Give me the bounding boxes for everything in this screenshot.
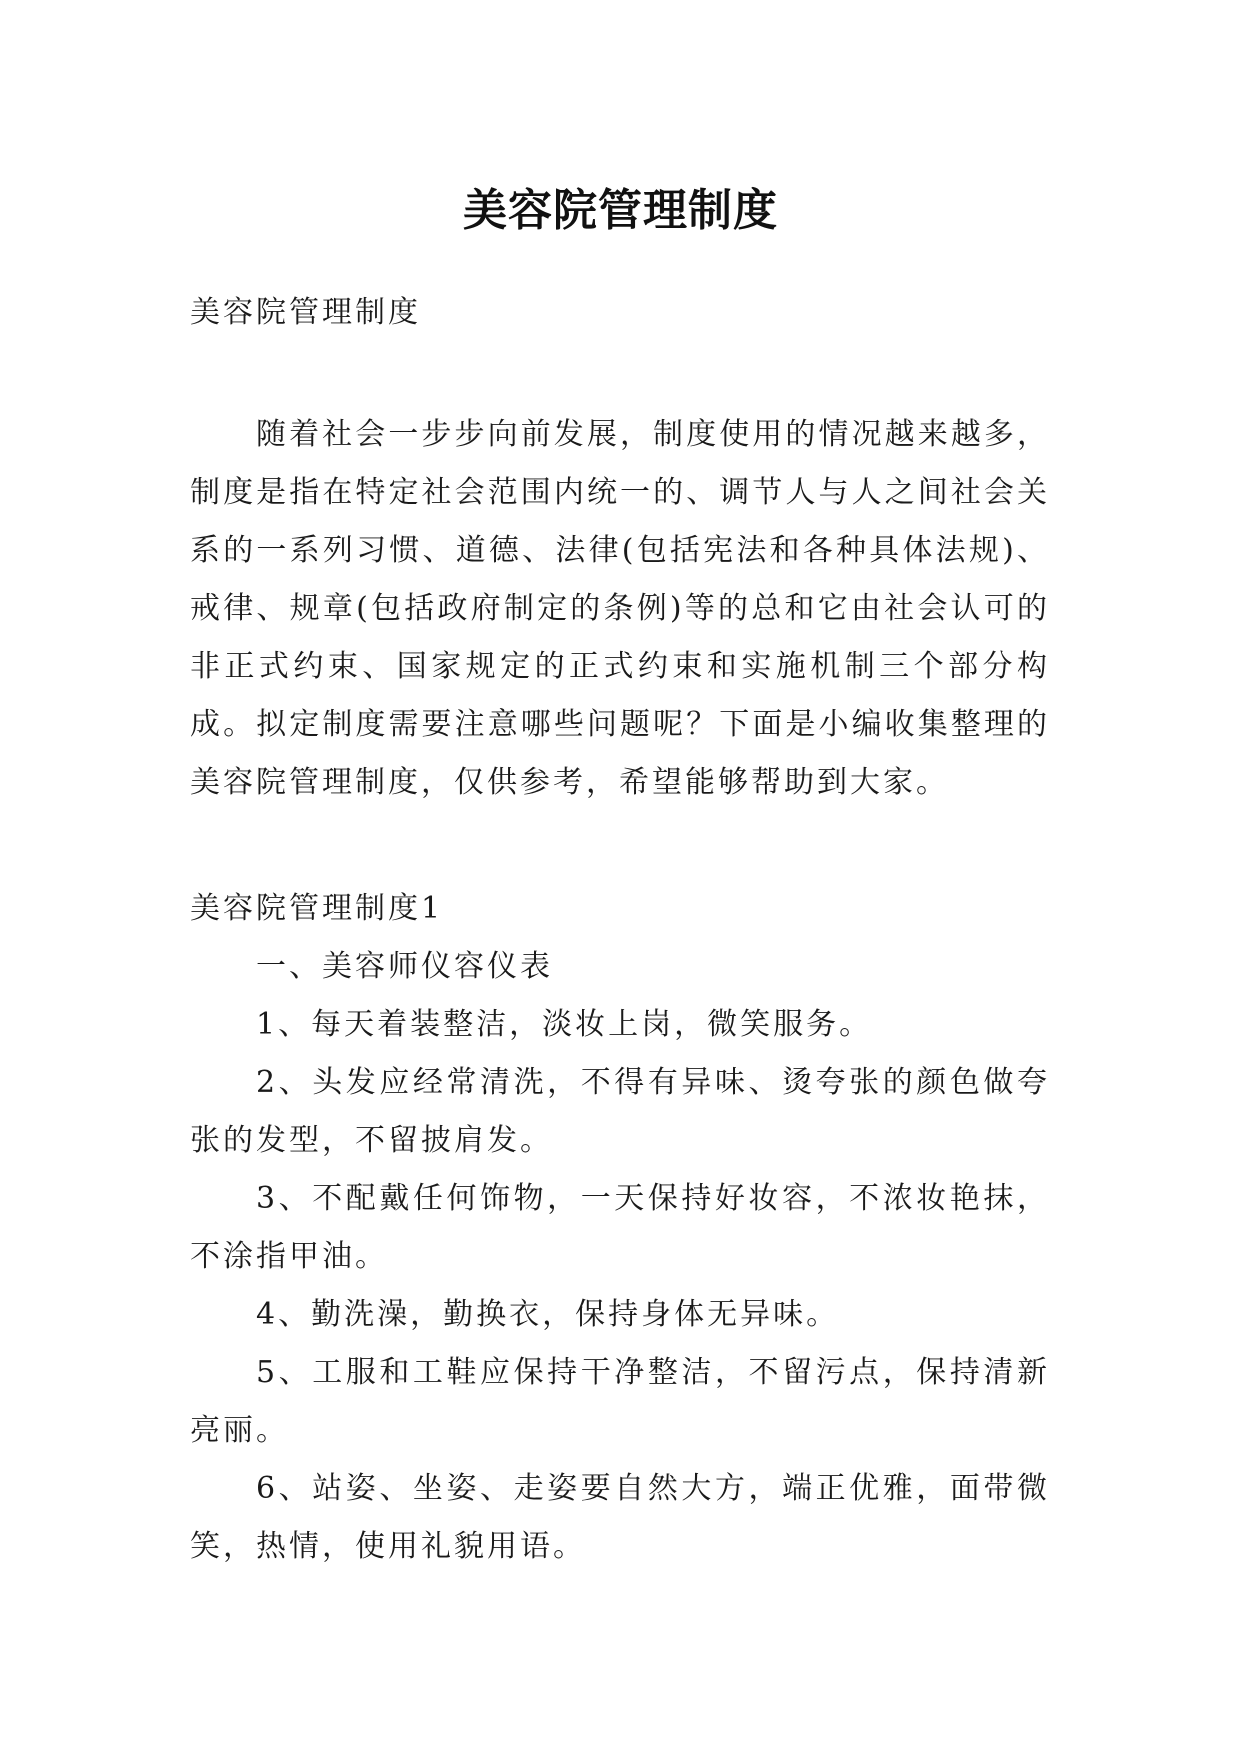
intro-paragraph: 随着社会一步步向前发展，制度使用的情况越来越多，制度是指在特定社会范围内统一的、调节人与人之间社会关系的一系列习惯、道德、法律(包括宪法和各种具体法规)、戒律、规章(包括政府制定的条例)等的总和它由社会认可的非正式约束、国家规定的正式约束和实施机制三个部分构成。拟定制度需要注意哪些问题呢？下面是小编收集整理的美容院管理制度，仅供参考，希望能够帮助到大家。 (190, 417, 1050, 800)
document-subtitle: 美容院管理制度 (190, 295, 421, 330)
rule-item-2: 2、头发应经常清洗，不得有异味、烫夸张的颜色做夸张的发型，不留披肩发。 (190, 1065, 1050, 1158)
rule-item-4: 4、勤洗澡，勤换衣，保持身体无异味。 (256, 1297, 840, 1332)
document-title: 美容院管理制度 (463, 185, 778, 237)
rule-item-3: 3、不配戴任何饰物，一天保持好妆容，不浓妆艳抹，不涂指甲油。 (190, 1181, 1050, 1274)
section-title: 美容院管理制度1 (190, 891, 444, 926)
document-body (190, 288, 1050, 1576)
rule-item-1: 1、每天着装整洁，淡妆上岗，微笑服务。 (256, 1007, 873, 1042)
rule-item-5: 5、工服和工鞋应保持干净整洁，不留污点，保持清新亮丽。 (190, 1355, 1050, 1448)
rule-item-6: 6、站姿、坐姿、走姿要自然大方，端正优雅，面带微笑，热情，使用礼貌用语。 (190, 1471, 1050, 1564)
section-heading-1: 一、美容师仪容仪表 (256, 949, 553, 984)
